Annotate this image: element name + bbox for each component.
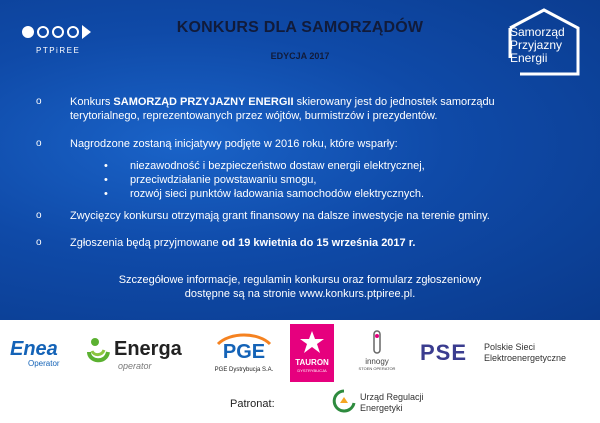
bullet-marker: o	[36, 210, 42, 221]
spe-logo-line: Energii	[510, 51, 548, 65]
page-title: KONKURS DLA SAMORZĄDÓW	[176, 19, 424, 36]
bullet-marker: o	[36, 138, 42, 149]
list-item-text: Zgłoszenia będą przyjmowane od 19 kwietnia do 15 września 2017 r.	[70, 237, 416, 249]
energa-swirl-icon	[86, 336, 112, 366]
innogy-icon	[370, 330, 384, 354]
pge-logo: PGE PGE Dystrybucja S.A.	[204, 328, 284, 380]
sponsor-logos	[0, 320, 600, 385]
ptpiree-logo	[22, 24, 112, 55]
ptpiree-circles-icon	[22, 24, 112, 40]
ure-emblem-icon	[332, 389, 356, 415]
list-item-text: Zwycięzcy konkursu otrzymają grant finansowy na dalsze inwestycje na terenie gminy.	[70, 210, 490, 222]
tauron-logo: TAURON DYSTRYBUCJA	[290, 324, 334, 382]
spe-logo-text	[510, 26, 590, 65]
list-item-text: Konkurs SAMORZĄD PRZYJAZNY ENERGII skierowany jest do jednostek samorządu terytorialnego, reprezentowanych przez wójtów, burmistrzów i prezydentów.	[70, 96, 495, 122]
tauron-star-icon	[299, 330, 325, 354]
list-item-text: Nagrodzone zostaną inicjatywy podjęte w 2016 roku, które wsparły:	[70, 138, 398, 150]
ure-logo: Urząd Regulacji Energetyki	[332, 389, 472, 419]
bullet-marker: o	[36, 96, 42, 107]
bullet-dot: •	[104, 188, 108, 200]
ptpiree-name: PTPiREE	[36, 46, 81, 55]
innogy-logo: innogy STOEN OPERATOR	[352, 330, 402, 380]
competition-banner: PTPiREE KONKURS DLA SAMORZĄDÓW EDYCJA 2017 Samorząd Przyjazny Energii o Konkurs SAMORZĄD PRZYJAZNY ENERGII skierowany jest do jednostek samorządu terytorialnego, reprezentowanych przez wójtów, burmistrzów i prezydentów. o Nagrodzone zostaną inicjatywy podjęte w 2016 roku, które wsparły: • niezawodność i bezpieczeństwo dostaw energii elektrycznej, • przeciwdziałanie powstawaniu smogu, • rozwój sieci punktów ładowania samochodów elektrycznych. o Zwycięzcy konkursu otrzymają grant finansowy na dalsze inwestycje na terenie gminy. o Zgłoszenia będą przyjmowane od 19 kwietnia do 15 września 2017 r. Szczegółowe informacje, regulamin konkursu oraz formularz zgłoszeniowy dostępne są na stronie www.konkurs.ptpiree.pl.	[0, 0, 600, 320]
bullet-dot: •	[104, 160, 108, 172]
enea-logo: Enea Operator	[10, 338, 60, 368]
bullet-marker: o	[36, 237, 42, 248]
page-subtitle: EDYCJA 2017	[270, 51, 330, 61]
spe-logo-line: Przyjazny	[510, 38, 563, 52]
bullet-dot: •	[104, 174, 108, 186]
pge-arc-icon	[214, 332, 274, 346]
pse-logo: PSE Polskie Sieci Elektroenergetyczne	[420, 340, 567, 365]
energa-logo: Energa operator	[86, 334, 186, 374]
patronat-label: Patronat:	[230, 398, 275, 410]
spe-logo-line: Samorząd	[510, 25, 565, 39]
info-text: Szczegółowe informacje, regulamin konkursu oraz formularz zgłoszeniowy dostępne są na stronie www.konkurs.ptpiree.pl.	[118, 274, 482, 300]
